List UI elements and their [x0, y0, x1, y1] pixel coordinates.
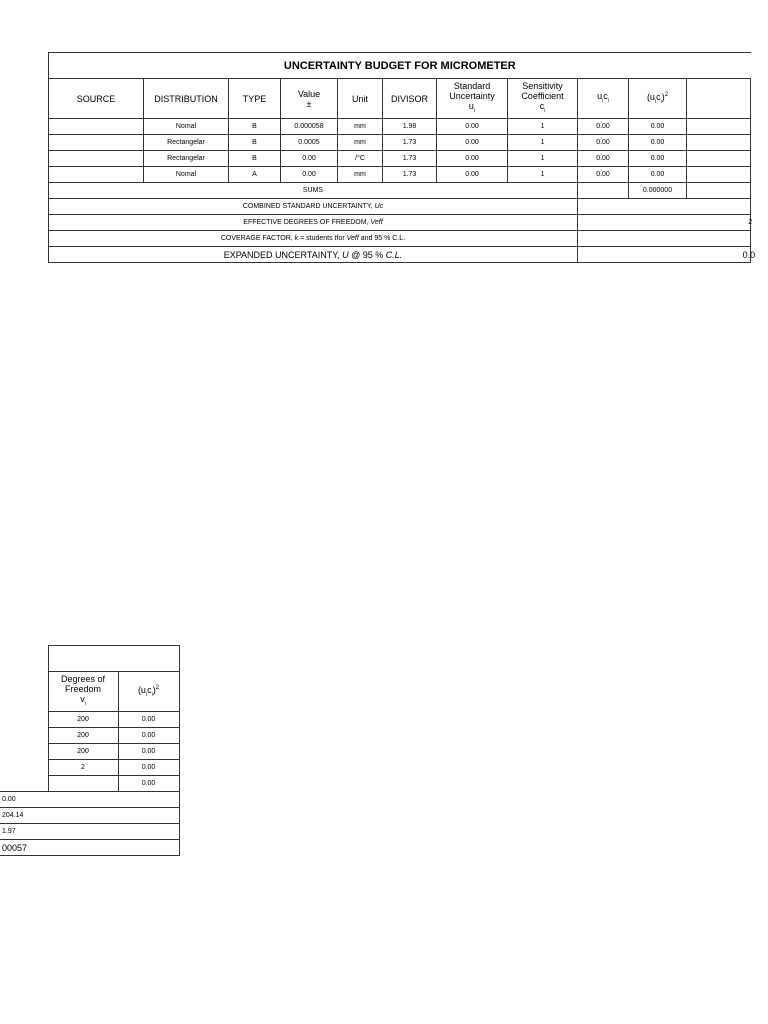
header-unit: Unit [338, 79, 383, 119]
cell-type[interactable]: B [229, 135, 281, 151]
sums-uc[interactable] [578, 183, 629, 199]
continuation-sums-row [0, 776, 179, 792]
header-std-label: Standard Uncertainty [449, 81, 495, 102]
combined-label-text: COMBINED STANDARD UNCERTAINTY, [242, 203, 373, 210]
effective-row [49, 215, 751, 231]
header-source: SOURCE [49, 79, 144, 119]
cell-overflow [687, 167, 751, 183]
cell-type[interactable]: B [229, 119, 281, 135]
header-overflow [687, 79, 751, 119]
header-dof-sub: i [84, 700, 86, 707]
coverage-label-mid: = students [300, 235, 333, 242]
continuation-header-row [0, 672, 179, 712]
header-std-sub: i [473, 107, 476, 114]
cell-uc2[interactable]: 0.00 [629, 119, 687, 135]
cell-uc[interactable]: 0.00 [578, 119, 629, 135]
continuation-gap [0, 712, 48, 728]
cell-distribution[interactable]: Nomal [144, 119, 229, 135]
table-row [0, 712, 179, 728]
header-uc2b-sup: 2 [155, 685, 160, 692]
cell-uc2[interactable]: 0.00 [629, 151, 687, 167]
cell-dof-empty[interactable] [48, 776, 118, 792]
header-type: TYPE [229, 79, 281, 119]
cell-std[interactable]: 0.00 [437, 151, 508, 167]
cell-distribution[interactable]: Nomal [144, 167, 229, 183]
uncertainty-budget-table [48, 52, 756, 263]
cell-dof[interactable]: 200 [48, 744, 118, 760]
header-dof-label: Degrees of Freedom [60, 674, 106, 695]
header-std-sym: u [468, 101, 474, 112]
effective-label-symbol: Veff [370, 219, 383, 226]
header-uc-sub2: i [607, 97, 609, 104]
effective-value[interactable] [578, 215, 751, 231]
header-row [49, 79, 751, 119]
effective-label [49, 215, 578, 231]
cell-type[interactable]: B [229, 151, 281, 167]
combined-row [49, 199, 751, 215]
header-uc-squared [629, 79, 687, 119]
header-uc2-sub2: i [660, 98, 662, 105]
combined-value[interactable] [578, 199, 751, 215]
cell-uc[interactable]: 0.00 [578, 167, 629, 183]
table-row [49, 151, 751, 167]
effective-dof-value[interactable]: 204.14 [0, 808, 179, 824]
cell-value[interactable]: 0.00 [281, 151, 338, 167]
cell-unit[interactable]: mm [338, 167, 383, 183]
header-uc-sub1: i [602, 97, 604, 104]
expanded-label-post: @ 95 % [351, 249, 384, 260]
expanded-cl: C.L. [385, 249, 403, 260]
continuation-combined-row [0, 792, 179, 808]
cell-type[interactable]: A [229, 167, 281, 183]
effective-value-text: 2 [748, 219, 753, 226]
header-uc2b-sub2: i [151, 691, 153, 698]
cell-uc2[interactable]: 0.00 [118, 760, 179, 776]
cell-unit[interactable]: mm [338, 119, 383, 135]
header-uc-c: c [603, 91, 608, 102]
header-uc2b-u: (u [137, 685, 146, 696]
header-distribution: DISTRIBUTION [144, 79, 229, 119]
coverage-label-post: and 95 % C.L. [360, 235, 406, 242]
cell-divisor[interactable]: 1.73 [383, 135, 437, 151]
cell-uc[interactable]: 0.00 [578, 151, 629, 167]
table-row [49, 119, 751, 135]
cell-uc2[interactable]: 0.00 [118, 728, 179, 744]
header-sensitivity-coefficient [508, 79, 578, 119]
cell-value[interactable]: 0.00 [281, 167, 338, 183]
cell-std[interactable]: 0.00 [437, 119, 508, 135]
cell-std[interactable]: 0.00 [437, 167, 508, 183]
header-uc [578, 79, 629, 119]
coverage-factor-value[interactable]: 1.97 [0, 824, 179, 840]
header-value-pm: ± [306, 98, 312, 109]
continuation-table-wrap [0, 645, 179, 856]
cell-unit[interactable]: mm [338, 135, 383, 151]
coverage-k: k [294, 235, 299, 242]
cell-overflow [687, 135, 751, 151]
cell-distribution[interactable]: Rectangelar [144, 151, 229, 167]
cell-divisor[interactable]: 1.73 [383, 167, 437, 183]
cell-uc2[interactable]: 0.00 [118, 712, 179, 728]
cell-divisor[interactable]: 1.98 [383, 119, 437, 135]
cell-value[interactable]: 0.0005 [281, 135, 338, 151]
coverage-label-for: for [336, 235, 345, 242]
header-divisor: DIVISOR [383, 79, 437, 119]
cell-std[interactable]: 0.00 [437, 135, 508, 151]
header-sens-sub: i [544, 107, 546, 114]
continuation-title-cell [48, 646, 179, 672]
cell-uc[interactable]: 0.00 [578, 135, 629, 151]
cell-sens[interactable]: 1 [508, 151, 578, 167]
continuation-gap [0, 760, 48, 776]
header-uc2b-end: ) [152, 685, 156, 696]
table-row [0, 744, 179, 760]
cell-uc2[interactable]: 0.00 [629, 135, 687, 151]
header-dof-sym: v [80, 694, 85, 705]
sums-overflow [687, 183, 751, 199]
continuation-effective-row [0, 808, 179, 824]
expanded-label-text: EXPANDED UNCERTAINTY, [223, 249, 340, 260]
cell-uc2[interactable]: 0.00 [118, 744, 179, 760]
expanded-row [49, 247, 751, 263]
expanded-uncertainty-value[interactable]: 00057 [0, 840, 179, 856]
coverage-label-text: COVERAGE FACTOR, [220, 235, 293, 242]
header-uc2b-c: c [147, 685, 152, 696]
table-row [49, 135, 751, 151]
header-uc2-sup: 2 [664, 92, 669, 99]
table-row [0, 728, 179, 744]
continuation-gap [0, 776, 48, 792]
continuation-gap [0, 646, 48, 672]
header-uc2b-sub1: i [145, 691, 148, 698]
combined-label-symbol: Uc [374, 203, 384, 210]
header-sens-label: Sensitivity Coefficient [521, 81, 564, 102]
header-value [281, 79, 338, 119]
cell-dof[interactable]: 200 [48, 728, 118, 744]
cell-dof[interactable]: 2 [48, 760, 118, 776]
header-uc2-u: (u [646, 92, 655, 103]
coverage-label [49, 231, 578, 247]
cell-sens[interactable]: 1 [508, 119, 578, 135]
coverage-row [49, 231, 751, 247]
continuation-gap [0, 728, 48, 744]
cell-distribution[interactable]: Rectangelar [144, 135, 229, 151]
header-sens-sym: c [539, 101, 545, 112]
continuation-table [0, 645, 180, 856]
cell-divisor[interactable]: 1.73 [383, 151, 437, 167]
header-uc2-end: ) [661, 92, 665, 103]
title-row [49, 53, 751, 79]
combined-label [49, 199, 578, 215]
sums-row [49, 183, 751, 199]
header-uc-u: u [597, 91, 603, 102]
continuation-title-row [0, 646, 179, 672]
coverage-t: t [334, 235, 337, 242]
cell-overflow [687, 151, 751, 167]
cell-sum-uc2[interactable]: 0.00 [118, 776, 179, 792]
table-title: UNCERTAINTY BUDGET FOR MICROMETER [49, 53, 751, 79]
continuation-coverage-row [0, 824, 179, 840]
uncertainty-budget-table-wrap [48, 52, 756, 263]
header-uc-squared-2 [118, 672, 179, 712]
cell-sens[interactable]: 1 [508, 135, 578, 151]
cell-source[interactable] [49, 135, 144, 151]
cell-sens[interactable]: 1 [508, 167, 578, 183]
cell-source[interactable] [49, 167, 144, 183]
header-value-label: Value [297, 88, 321, 99]
sums-value[interactable]: 0.000000 [629, 183, 687, 199]
table-row [0, 760, 179, 776]
cell-value[interactable]: 0.000058 [281, 119, 338, 135]
cell-uc2[interactable]: 0.00 [629, 167, 687, 183]
cell-dof[interactable]: 200 [48, 712, 118, 728]
coverage-veff: Veff [346, 235, 359, 242]
expanded-label [49, 247, 578, 263]
header-uc2-sub1: i [654, 98, 657, 105]
header-standard-uncertainty [437, 79, 508, 119]
continuation-expanded-row [0, 840, 179, 856]
header-degrees-of-freedom [48, 672, 118, 712]
sums-label: SUMS [49, 183, 578, 199]
cell-overflow [687, 119, 751, 135]
cell-source[interactable] [49, 119, 144, 135]
cell-unit[interactable]: /°C [338, 151, 383, 167]
cell-source[interactable] [49, 151, 144, 167]
effective-label-text: EFFECTIVE DEGREES OF FREEDOM, [243, 219, 369, 226]
combined-uncertainty-value[interactable]: 0.00 [0, 792, 179, 808]
expanded-u: U [342, 249, 349, 260]
table-row [49, 167, 751, 183]
coverage-value[interactable] [578, 231, 751, 247]
expanded-value-text: 0.0 [742, 249, 756, 260]
continuation-gap [0, 672, 48, 712]
expanded-value[interactable] [578, 247, 756, 263]
header-uc2-c: c [656, 92, 661, 103]
continuation-gap [0, 744, 48, 760]
